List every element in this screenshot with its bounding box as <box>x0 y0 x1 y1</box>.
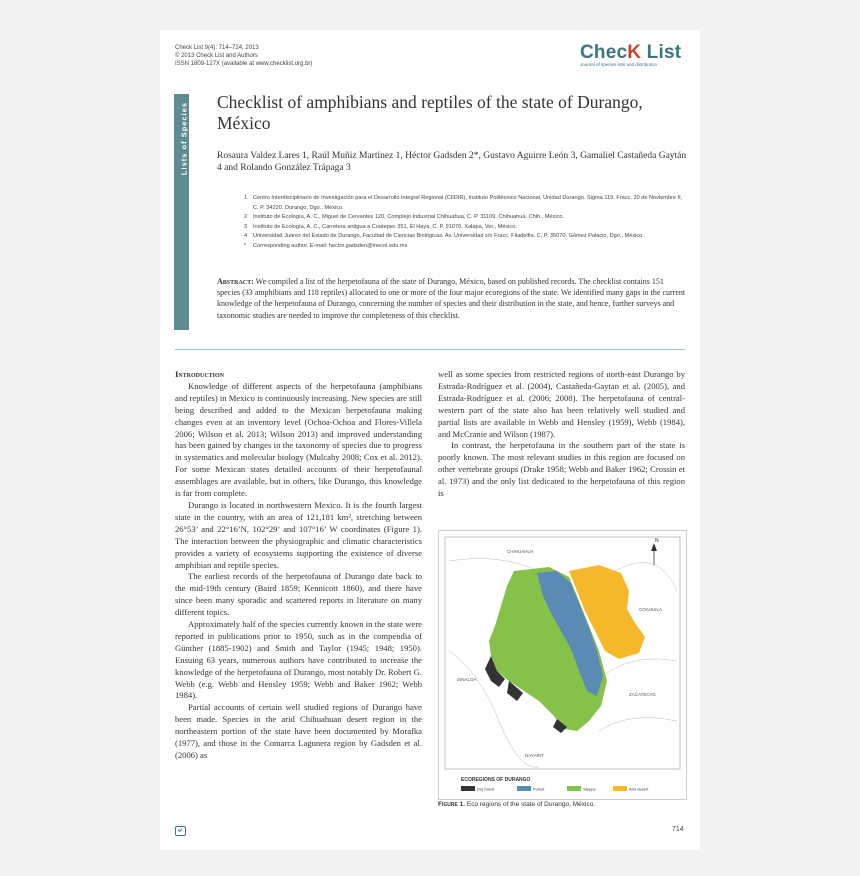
affiliations <box>244 194 688 252</box>
left-column <box>175 369 422 762</box>
body-paragraph: Durango is located in northwestern Mexico. It is the fourth largest state in the country, with an area of 121,181 km², stretching between 26°53’ and 22°16’N, 102°29’ and 107°16’ W coordinates (Figure 1). The interaction between the physiographic and climatic characteristics provides a variety of ecosystems supporting the existence of diverse amphibian and reptile species. <box>175 499 422 570</box>
abstract-text: We compiled a list of the herpetofauna of the state of Durango, México, based on published records. The checklist contains 151 species (33 amphibians and 118 reptiles) allocated to one or more of the four major ecoregions of the state. We identified many gaps in the current knowledge of the herpetofauna of Durango, concerning the number of species and their distribution in the state, and hence, further surveys and taxonomic studies are needed to improve the completeness of this checklist. <box>217 277 686 320</box>
affiliation-item: 2 Instituto de Ecología, A. C., Miguel de Cervantes 120, Complejo Industrial Chihuahua, C. P. 31109. Chihuahua, Chih., México. <box>244 214 565 221</box>
north-label: N <box>655 538 659 544</box>
body-paragraph: Approximately half of the species currently known in the state were reported in publications prior to 1950, such as in the compendia of Günther (1885-1902) and Smith and Taylor (1945; 1948; 1950). Ensuing 63 years, numerous authors have contributed to increase the knowledge of the herpetofauna of Durango, most notably Dr. Robert G. Webb (e.g. Webb and Hensley 1959; Webb and Baker 1962; Webb 1984). <box>175 619 422 701</box>
issn: ISSN 1809-127X (available at www.checklist.org.br) <box>175 61 313 67</box>
affiliation-item: 4 Universidad Juárez del Estado de Durango, Facultad de Ciencias Biológicas. Av. Universidad s/n Fracc. Filadelfia. C. P. 35070. Gómez Palacio, Dgo., México. <box>244 233 644 240</box>
legend-swatch-dry-forest <box>461 786 475 791</box>
article-title: Checklist of amphibians and reptiles of the state of Durango, México <box>217 92 643 133</box>
legend-swatch-forest <box>517 786 531 791</box>
affiliation-item: 1 Centro Interdisciplinario de Investigación para el Desarrollo Integral Regional (CIIDIR), Instituto Politécnico Nacional, Unidad Durango. Sigma 119, Fracc. 20 de Noviembre II, C. P. 34220. Durango, Dgo., México. <box>244 195 683 211</box>
intro-heading: Introduction <box>175 369 225 379</box>
affiliation-item: 3 Instituto de Ecología, A. C., Carretera antigua a Coatepec 351, El Haya, C. P. 91070. Xalapa, Ver., México. <box>244 223 517 230</box>
right-column <box>438 369 685 500</box>
legend-label: Steppe <box>583 786 596 792</box>
section-divider <box>175 349 685 350</box>
body-paragraph: Partial accounts of certain well studied regions of Durango have been made. Species in the arid Chihuahuan desert region in the northeastern portion of the state have been documented by Morafka (1977), and those in the Comarca Lagunera region by Gadsden et al. (2006) as <box>175 702 422 760</box>
abstract-label: Abstract: <box>217 277 254 286</box>
map-label-coahuila: COAHUILA <box>639 607 663 612</box>
legend-label: Forest <box>533 786 545 792</box>
logo-subtitle: Journal of species lists and distribution <box>580 62 658 67</box>
body-paragraph: well as some species from restricted regions of north-east Durango by Estrada-Rodríguez et al. (2004), Castañeda-Gaytan et al. (2005), and Estrada-Rodríguez et al. (2006; 2008). The herpetofauna of central-western part of the state also has been relatively well studied and partial lists are available in Webb and Hensley (1959), Webb (1984), and McCranie and Wilson (1987). <box>438 369 685 439</box>
abstract <box>217 276 687 321</box>
legend-swatch-steppe <box>567 786 581 791</box>
ecoregion-map <box>439 531 686 799</box>
side-tab-label: Lists of Species <box>179 101 189 176</box>
map-label-nayarit: NAYARIT <box>525 753 544 758</box>
map-label-chihuahua: CHIHUAHUA <box>507 549 534 554</box>
logo-text-k: K <box>627 42 642 63</box>
legend-swatch-arid <box>613 786 627 791</box>
page-number: 714 <box>672 826 684 833</box>
legend-label: Dry forest <box>477 786 495 792</box>
author-list: Rosaura Valdez Lares 1, Raúl Muñiz Martínez 1, Héctor Gadsden 2*, Gustavo Aguirre León 3, Gamaliel Castañeda Gaytán 4 and Rolando González Trápaga 3 <box>217 151 687 173</box>
section-side-tab <box>174 94 189 330</box>
figure-caption <box>438 801 685 808</box>
body-paragraph: In contrast, the herpetofauna in the southern part of the state is poorly known. The most relevant studies in this region are focused on other vertebrate groups (Drake 1958; Webb and Baker 1962; Crossin et al. 1973) and the only list dedicated to the herpetofauna of this region is <box>438 440 685 499</box>
figure-label: Figure 1. <box>438 801 466 808</box>
affiliation-item: * Corresponding author. E-mail: hector.gadsden@inecol.edu.mx <box>244 242 408 249</box>
body-paragraph: The earliest records of the herpetofauna of Durango date back to the mid-19th century (Baird 1859; Kennicott 1860), and there have since been many sporadic and scattered reports in literature on many different topics. <box>175 571 422 618</box>
journal-header <box>175 44 395 68</box>
map-label-zacatecas: ZACATECAS <box>629 692 656 697</box>
citation: Check List 9(4): 714–724, 2013 <box>175 45 259 51</box>
figure-caption-text: Eco regions of the state of Durango, México. <box>465 801 596 808</box>
body-paragraph: Knowledge of different aspects of the herpetofauna (amphibians and reptiles) in Mexico is continuously increasing. New species are still being described and added to the Mexican herpetofauna making changes even at an inventory level (Ochoa-Ochoa and Flores-Villela 2006; Wilson et al. 2013; Wilson 2013) and improved understanding has been gained by changes in the taxonomy of species due to progress in systematics and molecular biology (Mulcahy 2008; Cox et al. 2012). For some Mexican states detailed accounts of their herpetofaunal assemblages are available, but in others, like Durango, this knowledge is far from complete. <box>175 380 423 499</box>
legend-label: Arid desert <box>629 786 649 792</box>
map-label-sinaloa: SINALOA <box>457 677 477 682</box>
logo-text-a: Chec <box>580 42 628 63</box>
ecoregion-map-figure <box>438 530 687 800</box>
check-icon <box>175 826 186 836</box>
checklist-logo <box>580 42 688 72</box>
logo-text-b: List <box>641 42 682 63</box>
copyright: © 2013 Check List and Authors <box>175 53 258 59</box>
legend-title: ECOREGIONS OF DURANGO <box>461 777 531 783</box>
